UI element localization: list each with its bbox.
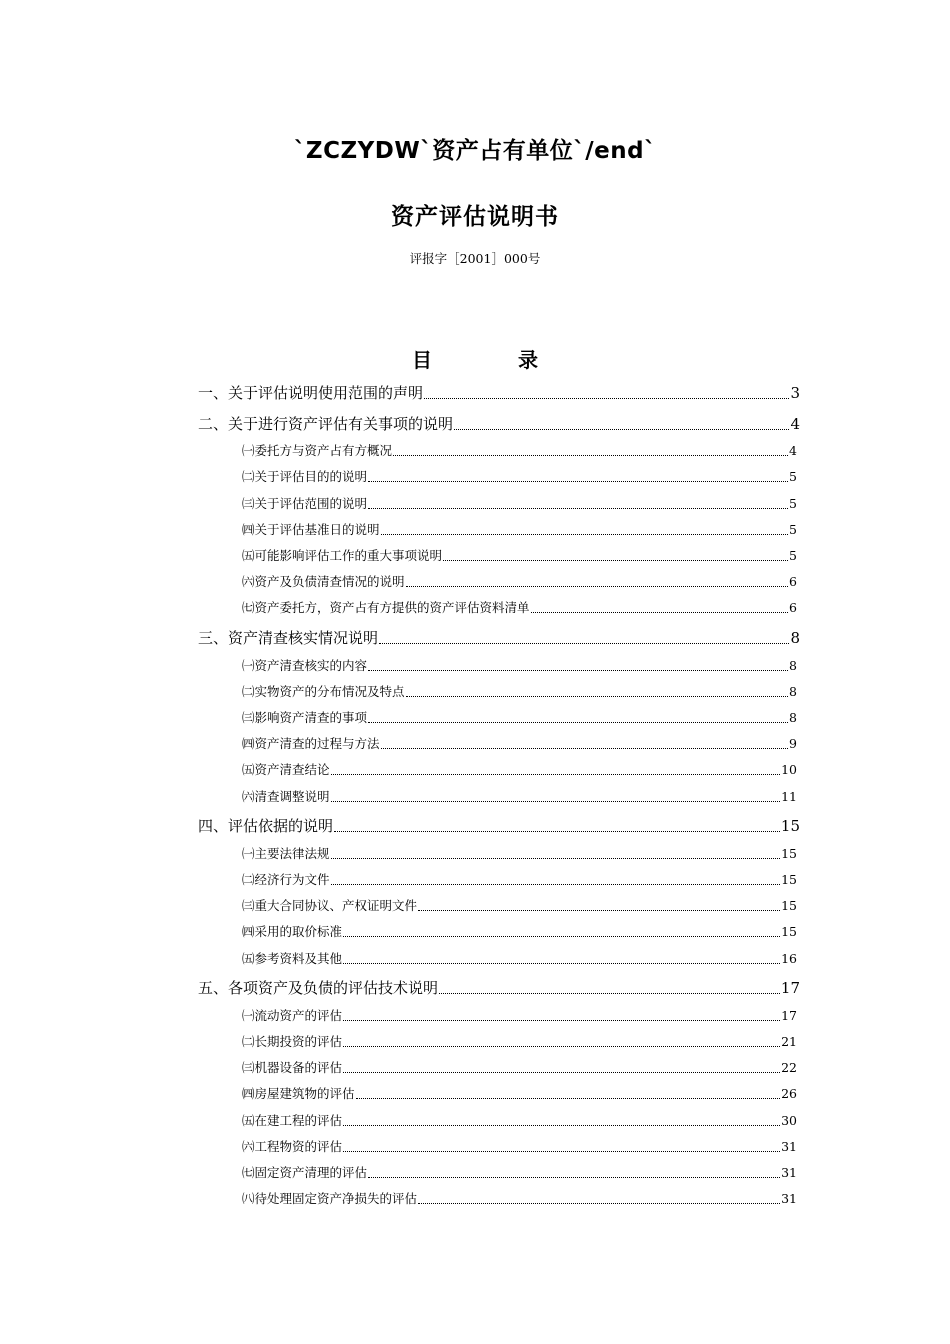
toc-entry-text: ㈡经济行为文件 bbox=[242, 871, 330, 887]
toc-entry-text: ㈠资产清查核实的内容 bbox=[242, 657, 368, 673]
toc-subsection bbox=[242, 1058, 797, 1076]
toc-page-number: 15 bbox=[781, 845, 797, 861]
toc-dot-leader bbox=[356, 1098, 781, 1099]
toc-dot-leader bbox=[331, 858, 781, 859]
toc-subsection bbox=[242, 1163, 797, 1181]
toc-page-number: 15 bbox=[781, 871, 797, 887]
toc-heading-left: 目 bbox=[412, 348, 432, 372]
toc-dot-leader bbox=[331, 801, 781, 802]
toc-entry-text: ㈥资产及负债清查情况的说明 bbox=[242, 574, 405, 590]
toc-subsection bbox=[242, 896, 797, 914]
toc-subsection bbox=[242, 520, 797, 538]
toc-dot-leader bbox=[368, 508, 788, 509]
toc-dot-leader bbox=[406, 586, 789, 587]
toc-entry-text: ㈤在建工程的评估 bbox=[242, 1112, 343, 1128]
toc-subsection bbox=[242, 572, 797, 590]
toc-entry-text: ㈤资产清查结论 bbox=[242, 762, 330, 778]
toc-dot-leader bbox=[381, 748, 789, 749]
toc-page-number: 15 bbox=[780, 817, 800, 836]
toc-entry-text: ㈢影响资产清查的事项 bbox=[242, 709, 368, 725]
toc-entry-text: ㈣关于评估基准日的说明 bbox=[242, 521, 380, 537]
toc-subsection bbox=[242, 870, 797, 888]
toc-subsection bbox=[242, 441, 797, 459]
toc-subsection bbox=[242, 708, 797, 726]
toc-entry-text: ㈣房屋建筑物的评估 bbox=[242, 1086, 355, 1102]
toc-dot-leader bbox=[393, 455, 788, 456]
toc-entry-text: ㈥工程物资的评估 bbox=[242, 1138, 343, 1154]
toc-dot-leader bbox=[454, 429, 789, 430]
toc-entry-text: ㈠委托方与资产占有方概况 bbox=[242, 443, 393, 459]
toc-entry-text: ㈤可能影响评估工作的重大事项说明 bbox=[242, 547, 443, 563]
toc-subsection bbox=[242, 682, 797, 700]
toc-dot-leader bbox=[331, 774, 781, 775]
toc-subsection bbox=[242, 1137, 797, 1155]
toc-entry-text: ㈦固定资产清理的评估 bbox=[242, 1164, 368, 1180]
reference-number: 评报字［2001］000号 bbox=[409, 251, 541, 266]
toc-heading-right: 录 bbox=[518, 348, 538, 372]
toc-subsection bbox=[242, 787, 797, 805]
toc-entry-text: 二、关于进行资产评估有关事项的说明 bbox=[198, 414, 454, 433]
toc-page-number: 31 bbox=[781, 1164, 797, 1180]
toc-page-number: 8 bbox=[789, 709, 797, 725]
toc-page-number: 4 bbox=[789, 443, 797, 459]
toc-page-number: 8 bbox=[789, 657, 797, 673]
toc-dot-leader bbox=[424, 398, 789, 399]
toc-dot-leader bbox=[334, 831, 780, 832]
toc-dot-leader bbox=[368, 722, 788, 723]
toc-page-number: 8 bbox=[790, 628, 800, 647]
toc-entry-text: ㈢关于评估范围的说明 bbox=[242, 495, 368, 511]
toc-entry-text: ㈡实物资产的分布情况及特点 bbox=[242, 683, 405, 699]
toc-entry-text: ㈢重大合同协议、产权证明文件 bbox=[242, 898, 418, 914]
toc-page-number: 4 bbox=[790, 414, 800, 433]
toc-subsection bbox=[242, 1111, 797, 1129]
toc-dot-leader bbox=[343, 1125, 780, 1126]
toc-entry-text: 三、资产清查核实情况说明 bbox=[198, 628, 379, 647]
toc-page-number: 6 bbox=[789, 574, 797, 590]
toc-entry-text: ㈤参考资料及其他 bbox=[242, 950, 343, 966]
toc-page-number: 3 bbox=[790, 384, 800, 402]
toc-page-number: 26 bbox=[781, 1086, 797, 1102]
toc-page-number: 9 bbox=[789, 736, 797, 752]
toc-dot-leader bbox=[343, 1151, 780, 1152]
toc-dot-leader bbox=[406, 696, 789, 697]
toc-page-number: 8 bbox=[789, 683, 797, 699]
toc-page-number: 10 bbox=[781, 762, 797, 778]
toc-heading bbox=[0, 344, 950, 373]
toc-dot-leader bbox=[331, 884, 781, 885]
toc-dot-leader bbox=[379, 643, 789, 644]
toc-page-number: 11 bbox=[781, 788, 797, 804]
toc-subsection bbox=[242, 1032, 797, 1050]
toc-page-number: 22 bbox=[781, 1060, 797, 1076]
toc-page-number: 21 bbox=[781, 1033, 797, 1049]
toc-entry-text: ㈣资产清查的过程与方法 bbox=[242, 736, 380, 752]
toc-dot-leader bbox=[343, 1046, 780, 1047]
toc-subsection bbox=[242, 844, 797, 862]
toc-section bbox=[198, 413, 800, 434]
toc-entry-text: 一、关于评估说明使用范围的声明 bbox=[198, 384, 424, 402]
toc-subsection bbox=[242, 656, 797, 674]
toc-page-number: 17 bbox=[781, 1007, 797, 1023]
toc-dot-leader bbox=[418, 910, 780, 911]
toc-dot-leader bbox=[343, 963, 780, 964]
toc-dot-leader bbox=[368, 481, 788, 482]
toc-subsection bbox=[242, 598, 797, 616]
toc-page-number: 17 bbox=[780, 979, 800, 998]
toc-page-number: 5 bbox=[789, 495, 797, 511]
toc-entry-text: ㈠主要法律法规 bbox=[242, 845, 330, 861]
toc-section bbox=[198, 382, 800, 403]
toc-section bbox=[198, 977, 800, 998]
toc-page-number: 15 bbox=[781, 924, 797, 940]
document-title: `ZCZYDW`资产占有单位`/end` bbox=[293, 138, 657, 164]
toc-entry-text: ㈠流动资产的评估 bbox=[242, 1007, 343, 1023]
toc-section bbox=[198, 627, 800, 648]
toc-dot-leader bbox=[343, 936, 780, 937]
toc-page-number: 5 bbox=[789, 521, 797, 537]
toc-page-number: 5 bbox=[789, 547, 797, 563]
toc-subsection bbox=[242, 949, 797, 967]
toc-entry-text: ㈡长期投资的评估 bbox=[242, 1033, 343, 1049]
toc-subsection bbox=[242, 734, 797, 752]
toc-section bbox=[198, 815, 800, 836]
toc-entry-text: ㈢机器设备的评估 bbox=[242, 1060, 343, 1076]
toc-entry-text: ㈣采用的取价标准 bbox=[242, 924, 343, 940]
toc-dot-leader bbox=[368, 670, 788, 671]
toc-subsection bbox=[242, 546, 797, 564]
toc-page-number: 16 bbox=[781, 950, 797, 966]
toc-entry-text: 四、评估依据的说明 bbox=[198, 817, 334, 836]
toc-subsection bbox=[242, 760, 797, 778]
toc-page-number: 31 bbox=[781, 1191, 797, 1207]
toc-entry-text: ㈡关于评估目的的说明 bbox=[242, 469, 368, 485]
toc-entry-text: ㈥清查调整说明 bbox=[242, 788, 330, 804]
toc-dot-leader bbox=[343, 1020, 780, 1021]
toc-dot-leader bbox=[531, 612, 789, 613]
toc-dot-leader bbox=[368, 1177, 780, 1178]
toc-subsection bbox=[242, 467, 797, 485]
toc-subsection bbox=[242, 922, 797, 940]
toc-dot-leader bbox=[439, 993, 780, 994]
toc-page-number: 6 bbox=[789, 600, 797, 616]
toc-entry-text: ㈧待处理固定资产净损失的评估 bbox=[242, 1191, 418, 1207]
toc-page-number: 5 bbox=[789, 469, 797, 485]
toc-entry-text: 五、各项资产及负债的评估技术说明 bbox=[198, 979, 439, 998]
toc-entry-text: ㈦资产委托方，资产占有方提供的资产评估资料清单 bbox=[242, 600, 530, 616]
document-subtitle: 资产评估说明书 bbox=[391, 204, 559, 230]
toc-subsection bbox=[242, 1084, 797, 1102]
toc-dot-leader bbox=[343, 1072, 780, 1073]
toc-subsection bbox=[242, 494, 797, 512]
toc-page-number: 31 bbox=[781, 1138, 797, 1154]
toc-subsection bbox=[242, 1189, 797, 1207]
toc-dot-leader bbox=[381, 534, 789, 535]
toc-dot-leader bbox=[418, 1203, 780, 1204]
toc-subsection bbox=[242, 1006, 797, 1024]
toc-page-number: 30 bbox=[781, 1112, 797, 1128]
toc-dot-leader bbox=[443, 560, 788, 561]
toc-page-number: 15 bbox=[781, 898, 797, 914]
